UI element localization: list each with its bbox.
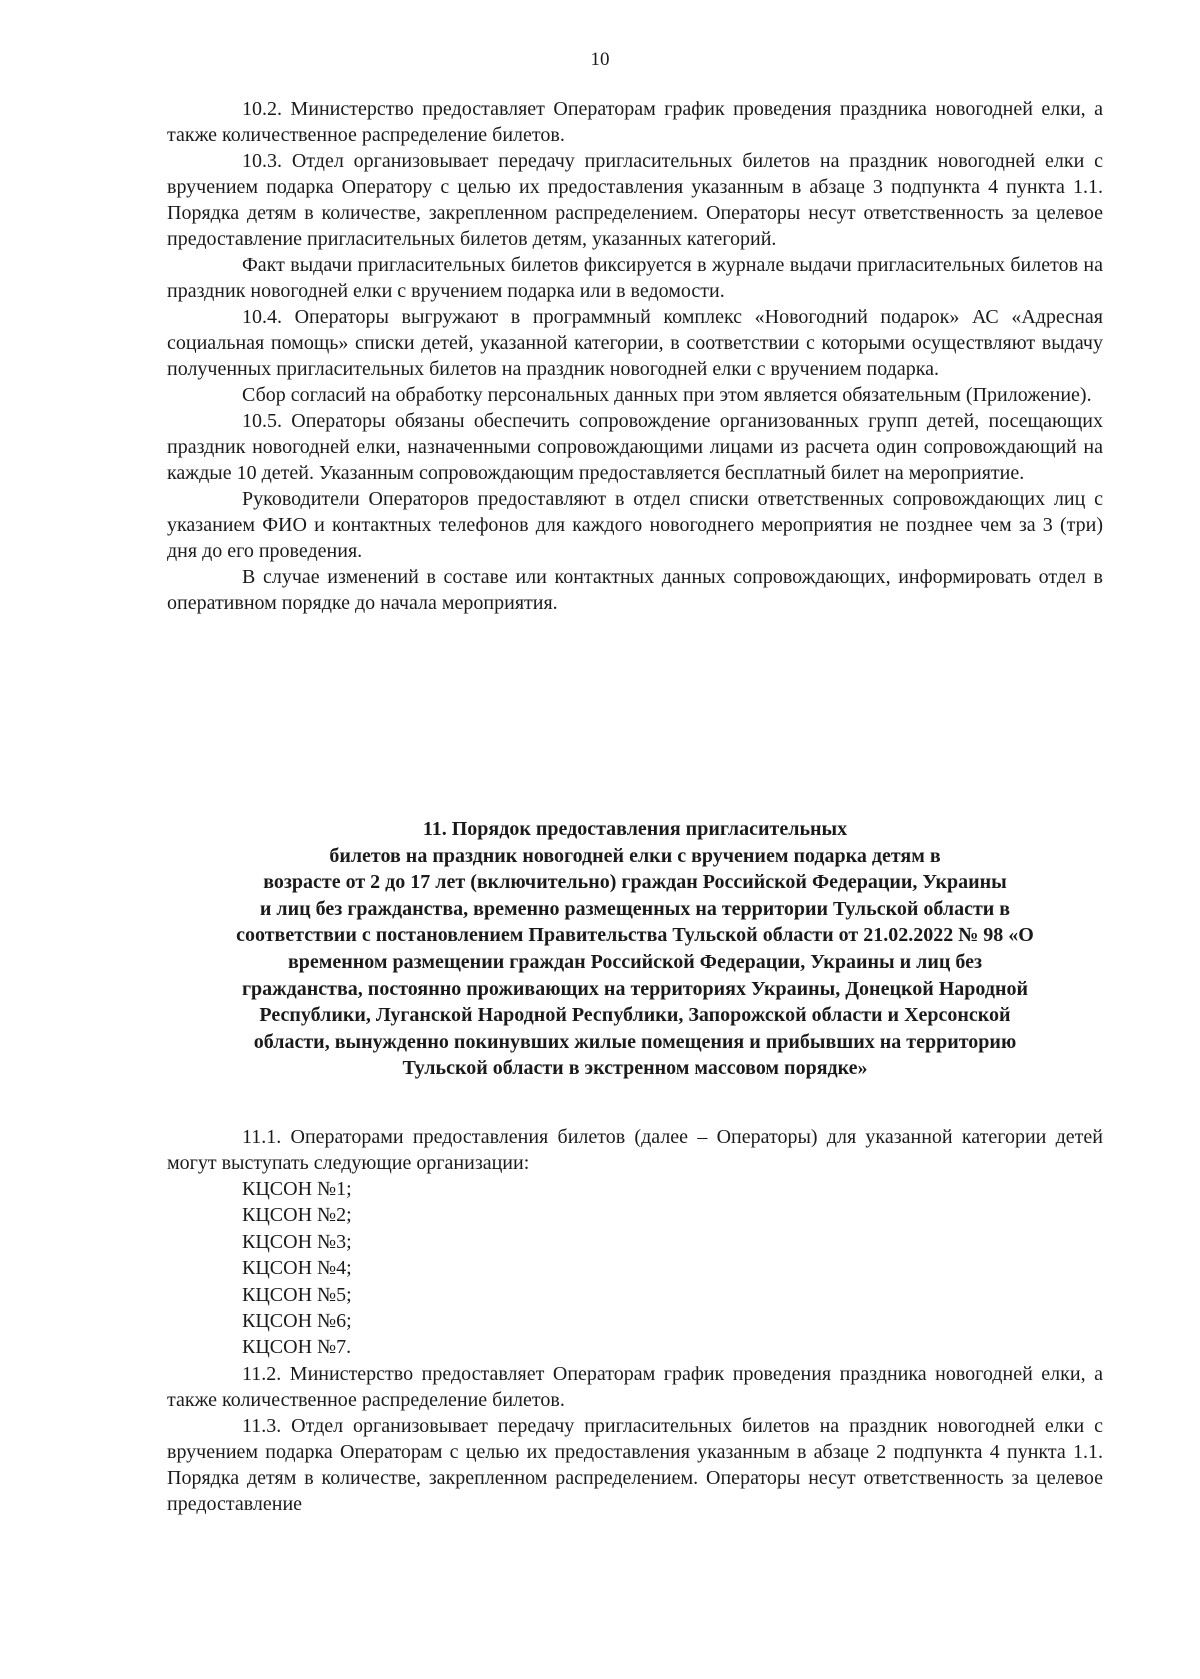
heading-line: 11. Порядок предоставления пригласительных <box>422 818 848 840</box>
paragraph-11-1: 11.1. Операторами предоставления билетов (далее – Операторы) для указанной категории детей могут выступать следующие организации: <box>167 1126 1103 1174</box>
section-11-body <box>167 1124 1103 1517</box>
heading-line: и лиц без гражданства, временно размещенных на территории Тульской области в <box>259 897 1011 920</box>
section-10-continued <box>167 96 1103 616</box>
heading-line: соответствии с постановлением Правительства Тульской области от 21.02.2022 № 98 «О <box>236 924 1034 947</box>
paragraph-10-4: 10.4. Операторы выгружают в программный комплекс «Новогодний подарок» АС «Адресная социальная помощь» списки детей, указанной категории, в соответствии с которыми осуществляют выдачу полученных пригласительных билетов на праздник новогодней елки с вручением подарка. <box>167 306 1103 380</box>
list-item: КЦСОН №7. <box>242 1336 352 1359</box>
page-number: 10 <box>590 49 610 70</box>
heading-line: билетов на праздник новогодней елки с вручением подарка детям в <box>329 844 941 867</box>
heading-line: гражданства, постоянно проживающих на территориях Украины, Донецкой Народной <box>241 977 1029 1000</box>
list-item: КЦСОН №5; <box>242 1283 352 1306</box>
paragraph-10-4-consent: Сбор согласий на обработку персональных данных при этом является обязательным (Приложение). <box>242 384 1092 406</box>
heading-line: возрасте от 2 до 17 лет (включительно) граждан Российской Федерации, Украины <box>263 871 1007 894</box>
paragraph-11-3: 11.3. Отдел организовывает передачу пригласительных билетов на праздник новогодней елки с вручением подарка Операторам с целью их предоставления указанным в абзаце 2 подпункта 4 пункта 1.1. Порядка детям в количестве, закрепленном распределением. Операторы несут ответственность за целевое предоставление <box>167 1414 1103 1515</box>
paragraph-10-3: 10.3. Отдел организовывает передачу пригласительных билетов на праздник новогодней елки с вручением подарка Оператору с целью их предоставления указанным в абзаце 3 подпункта 4 пункта 1.1. Порядка детям в количестве, закрепленном распределением. Операторы несут ответственность за целевое предоставление пригласительных билетов детям, указанных категорий. <box>167 150 1103 250</box>
list-item: КЦСОН №1; <box>242 1178 352 1200</box>
heading-line: Республики, Луганской Народной Республики, Запорожской области и Херсонской <box>259 1004 1011 1027</box>
list-item: КЦСОН №4; <box>242 1257 352 1280</box>
list-item: КЦСОН №6; <box>242 1310 352 1333</box>
heading-line: Тульской области в экстренном массовом порядке» <box>402 1057 868 1080</box>
paragraph-10-5-heads: Руководители Операторов предоставляют в отдел списки ответственных сопровождающих лиц с указанием ФИО и контактных телефонов для каждого новогоднего мероприятия не позднее чем за 3 (три) дня до его проведения. <box>167 488 1103 562</box>
section-11-heading <box>162 816 1108 1082</box>
paragraph-10-5: 10.5. Операторы обязаны обеспечить сопровождение организованных групп детей, посещающих праздник новогодней елки, назначенными сопровождающими лицами из расчета один сопровождающий на каждые 10 детей. Указанным сопровождающим предоставляется бесплатный билет на мероприятие. <box>167 410 1103 484</box>
paragraph-11-2: 11.2. Министерство предоставляет Операторам график проведения праздника новогодней елки, а также количественное распределение билетов. <box>167 1362 1103 1411</box>
paragraph-10-5-changes: В случае изменений в составе или контактных данных сопровождающих, информировать отдел в оперативном порядке до начала мероприятия. <box>167 566 1103 614</box>
paragraph-10-2: 10.2. Министерство предоставляет Операторам график проведения праздника новогодней елки, а также количественное распределение билетов. <box>167 98 1103 146</box>
heading-line: временном размещении граждан Российской Федерации, Украины и лиц без <box>287 950 983 973</box>
heading-line: области, вынужденно покинувших жилые помещения и прибывших на территорию <box>253 1030 1017 1053</box>
paragraph-10-3-fact: Факт выдачи пригласительных билетов фиксируется в журнале выдачи пригласительных билетов на праздник новогодней елки с вручением подарка или в ведомости. <box>167 254 1103 302</box>
list-item: КЦСОН №2; <box>242 1204 352 1227</box>
operators-list <box>167 1176 1103 1361</box>
list-item: КЦСОН №3; <box>242 1230 352 1253</box>
